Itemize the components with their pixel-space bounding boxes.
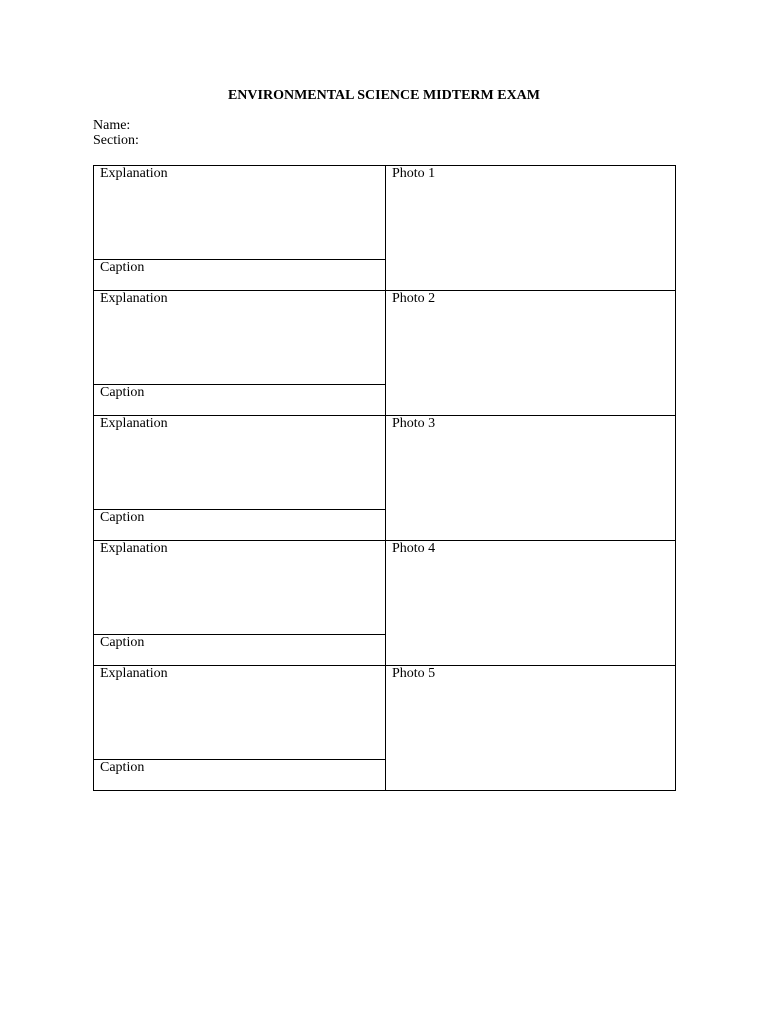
caption-cell bbox=[94, 760, 386, 791]
caption-cell bbox=[94, 510, 386, 541]
explanation-label: Explanation bbox=[100, 666, 168, 681]
photo-cell bbox=[386, 541, 676, 666]
explanation-cell bbox=[94, 291, 386, 385]
explanation-label: Explanation bbox=[100, 291, 168, 306]
photo-cell bbox=[386, 666, 676, 791]
caption-label: Caption bbox=[100, 510, 145, 525]
photo-label: Photo 1 bbox=[392, 166, 436, 181]
student-info-fields bbox=[93, 118, 139, 148]
photo-label: Photo 5 bbox=[392, 666, 436, 681]
explanation-cell bbox=[94, 166, 386, 260]
section-field-label: Section: bbox=[93, 133, 139, 148]
table-row bbox=[94, 166, 676, 260]
caption-label: Caption bbox=[100, 385, 145, 400]
photo-cell bbox=[386, 416, 676, 541]
table-row bbox=[94, 291, 676, 385]
explanation-cell bbox=[94, 666, 386, 760]
photo-label: Photo 3 bbox=[392, 416, 436, 431]
exam-table bbox=[93, 165, 676, 791]
caption-label: Caption bbox=[100, 635, 145, 650]
explanation-label: Explanation bbox=[100, 416, 168, 431]
table-row bbox=[94, 666, 676, 760]
table-row bbox=[94, 416, 676, 510]
table-row bbox=[94, 541, 676, 635]
explanation-label: Explanation bbox=[100, 541, 168, 556]
caption-cell bbox=[94, 385, 386, 416]
page-title: ENVIRONMENTAL SCIENCE MIDTERM EXAM bbox=[227, 88, 541, 103]
photo-cell bbox=[386, 166, 676, 291]
caption-label: Caption bbox=[100, 760, 145, 775]
explanation-label: Explanation bbox=[100, 166, 168, 181]
photo-cell bbox=[386, 291, 676, 416]
photo-label: Photo 4 bbox=[392, 541, 436, 556]
photo-label: Photo 2 bbox=[392, 291, 436, 306]
explanation-cell bbox=[94, 541, 386, 635]
caption-label: Caption bbox=[100, 260, 145, 275]
caption-cell bbox=[94, 635, 386, 666]
explanation-cell bbox=[94, 416, 386, 510]
caption-cell bbox=[94, 260, 386, 291]
name-field-label: Name: bbox=[93, 118, 131, 133]
